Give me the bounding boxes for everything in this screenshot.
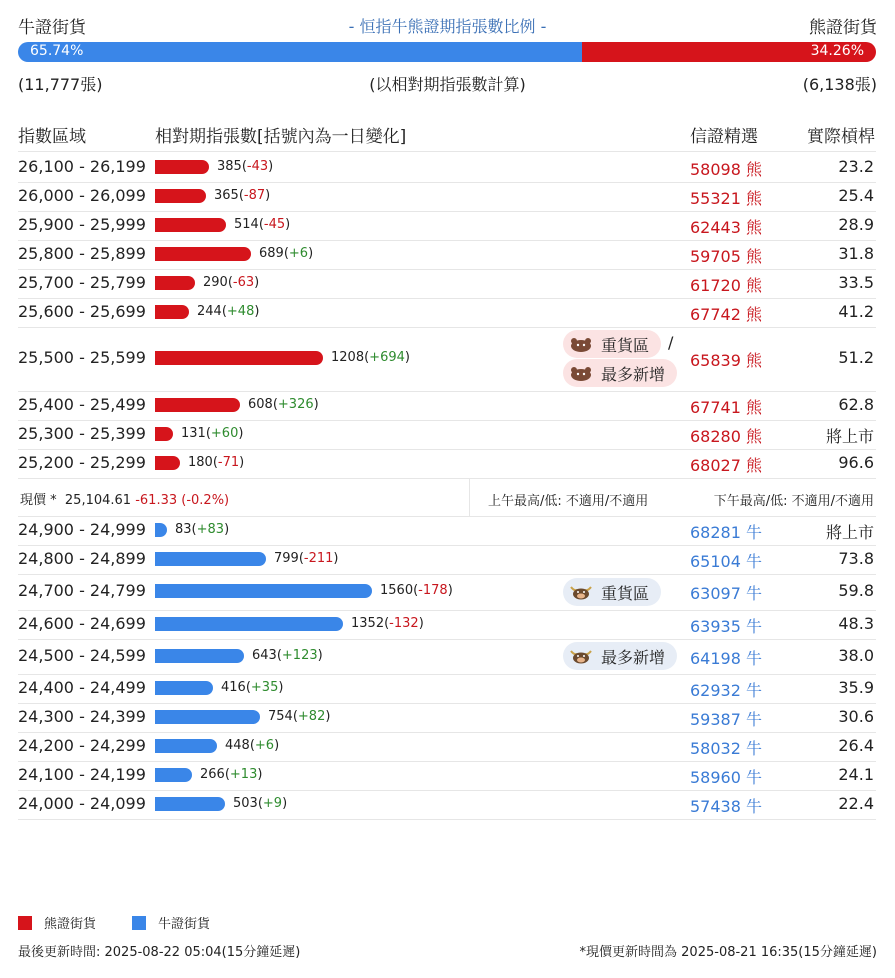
warrant-side: 牛 [746,739,763,758]
effective-leverage: 38.0 [838,646,874,665]
daily-change: -178 [418,583,448,598]
index-range: 24,800 - 24,899 [18,549,146,568]
effective-leverage: 48.3 [838,614,874,633]
bear-row [18,327,876,392]
warrant-pick-link[interactable] [690,453,762,476]
effective-leverage: 59.8 [838,581,874,600]
daily-change: +83 [196,522,225,537]
daily-change: +82 [297,709,326,724]
bear-icon [569,336,593,352]
warrant-side: 牛 [746,649,763,668]
warrant-pick-link[interactable] [690,186,762,209]
warrant-pick-link[interactable] [690,348,762,371]
warrant-code: 65839 [690,351,741,370]
contracts-count: 754 [268,709,293,724]
last-updated: 最後更新時間: 2025-08-22 05:04(15分鐘延遲) [18,945,301,960]
bear-contracts-bar [155,189,206,203]
bear-legend-swatch [18,916,32,930]
warrant-code: 55321 [690,189,741,208]
bull-contracts-bar [155,617,343,631]
bull-most-new-tag [563,642,677,670]
warrant-pick-link[interactable] [690,302,762,325]
daily-change: -43 [246,159,269,174]
bull-contracts-bar [155,649,244,663]
bear-row [18,420,876,450]
effective-leverage: 73.8 [838,549,874,568]
warrant-code: 63097 [690,584,741,603]
contracts-value: 514(-45) [234,217,291,232]
bear-outstanding-title: 熊證街貨 [809,18,877,38]
daily-change: -211 [303,551,334,566]
daily-change: +48 [226,304,255,319]
bear-row [18,298,876,328]
warrant-code: 67742 [690,305,741,324]
warrant-pick-link[interactable] [690,678,762,701]
contracts-count: 1208 [331,350,365,365]
effective-leverage: 將上市 [825,523,874,542]
ratio-title: - 恒指牛熊證期指張數比例 - [348,17,547,36]
bull-row [18,574,876,611]
effective-leverage: 31.8 [838,244,874,263]
contracts-value: 448(+6) [225,738,280,753]
warrant-side: 牛 [746,710,763,729]
warrant-code: 57438 [690,797,741,816]
bull-row [18,761,876,791]
warrant-code: 62443 [690,218,741,237]
warrant-pick-link[interactable] [690,395,762,418]
current-price-label: 現價 * [20,493,57,508]
bull-row [18,516,876,546]
contracts-value: 799(-211) [274,551,339,566]
bear-row [18,153,876,183]
warrant-pick-link[interactable] [690,736,762,759]
price-divider [469,479,470,516]
legend [18,913,210,932]
contracts-count: 503 [233,796,258,811]
bull-contracts-bar [155,739,217,753]
bear-contracts-bar [155,276,195,290]
daily-change: +326 [277,397,314,412]
warrant-side: 牛 [746,584,763,603]
warrant-side: 熊 [746,456,763,475]
warrant-code: 68027 [690,456,741,475]
contracts-value: 1352(-132) [351,616,424,631]
bull-contracts-bar [155,681,213,695]
effective-leverage: 將上市 [825,427,874,446]
contracts-count: 1560 [380,583,414,598]
warrant-code: 65104 [690,552,741,571]
bull-row [18,790,876,820]
bear-contracts-bar [155,427,173,441]
contracts-count: 385 [217,159,242,174]
bull-contracts-bar [155,584,372,598]
bull-contracts-bar [155,797,225,811]
contracts-value: 608(+326) [248,397,319,412]
bull-contracts-bar [155,768,192,782]
effective-leverage: 62.8 [838,395,874,414]
effective-leverage: 26.4 [838,736,874,755]
bull-heavy-tag [563,578,661,606]
warrant-code: 59705 [690,247,741,266]
index-range: 24,200 - 24,299 [18,736,146,755]
contracts-count: 689 [259,246,284,261]
bull-contracts-bar [155,552,266,566]
basis-note: (以相對期指張數計算) [369,75,526,94]
contracts-count: 514 [234,217,259,232]
bear-legend-label: 熊證街貨 [44,917,97,932]
warrant-pick-link[interactable] [690,157,762,180]
bull-contract-count: (11,777張) [18,75,103,94]
daily-change: +9 [262,796,283,811]
bear-most-new-tag-label: 最多新增 [601,364,666,384]
bull-row [18,610,876,640]
daily-change: -45 [263,217,286,232]
header-divider [18,151,876,152]
bear-contracts-bar [155,247,251,261]
warrant-pick-link[interactable] [690,765,762,788]
daily-change: +123 [281,648,318,663]
contracts-count: 290 [203,275,228,290]
bear-row [18,449,876,479]
warrant-side: 熊 [746,189,763,208]
bear-row [18,269,876,299]
index-range: 25,300 - 25,399 [18,424,146,443]
contracts-count: 266 [200,767,225,782]
index-range: 26,000 - 26,099 [18,186,146,205]
warrant-code: 62932 [690,681,741,700]
effective-leverage: 35.9 [838,678,874,697]
contracts-count: 365 [214,188,239,203]
bear-contracts-bar [155,218,226,232]
contracts-value: 266(+13) [200,767,263,782]
index-range: 25,600 - 25,699 [18,302,146,321]
index-range: 26,100 - 26,199 [18,157,146,176]
contracts-count: 83 [175,522,192,537]
index-range: 25,200 - 25,299 [18,453,146,472]
contracts-count: 244 [197,304,222,319]
contracts-value: 83(+83) [175,522,230,537]
warrant-side: 熊 [746,247,763,266]
effective-leverage: 96.6 [838,453,874,472]
index-range: 25,500 - 25,599 [18,348,146,367]
warrant-side: 牛 [746,797,763,816]
bull-row [18,732,876,762]
effective-leverage: 23.2 [838,157,874,176]
col-header-leverage: 實際槓桿 [807,127,875,147]
price-updated: *現價更新時間為 2025-08-21 16:35(15分鐘延遲) [579,945,877,960]
effective-leverage: 28.9 [838,215,874,234]
warrant-pick-link[interactable] [690,646,762,669]
warrant-code: 58960 [690,768,741,787]
warrant-pick-link[interactable] [690,424,762,447]
bear-heavy-tag [563,330,661,358]
index-range: 25,900 - 25,999 [18,215,146,234]
bear-row [18,211,876,241]
current-price-row [18,478,876,517]
warrant-side: 熊 [746,351,763,370]
contracts-count: 799 [274,551,299,566]
index-range: 24,700 - 24,799 [18,581,146,600]
daily-change: -87 [243,188,266,203]
warrant-side: 熊 [746,160,763,179]
index-range: 25,700 - 25,799 [18,273,146,292]
warrant-code: 59387 [690,710,741,729]
current-price [20,489,229,508]
warrant-code: 64198 [690,649,741,668]
contracts-value: 244(+48) [197,304,260,319]
bull-contracts-bar [155,710,260,724]
index-range: 24,100 - 24,199 [18,765,146,784]
bear-contracts-bar [155,456,180,470]
contracts-count: 416 [221,680,246,695]
daily-change: +694 [369,350,405,365]
bull-icon [569,584,593,600]
contracts-value: 365(-87) [214,188,271,203]
warrant-code: 68281 [690,523,741,542]
effective-leverage: 51.2 [838,348,874,367]
bear-heavy-tag-label: 重貨區 [601,335,650,355]
tag-separator: / [668,333,674,352]
contracts-value: 503(+9) [233,796,288,811]
contracts-count: 1352 [351,616,385,631]
warrant-code: 67741 [690,398,741,417]
contracts-count: 448 [225,738,250,753]
index-range: 24,900 - 24,999 [18,520,146,539]
bull-contracts-bar [155,523,167,537]
bull-legend-swatch [132,916,146,930]
bear-ratio-segment [582,42,876,62]
warrant-side: 牛 [746,768,763,787]
bull-legend-label: 牛證街貨 [158,917,211,932]
index-range: 24,500 - 24,599 [18,646,146,665]
bull-heavy-tag-label: 重貨區 [601,583,650,603]
index-range: 24,000 - 24,099 [18,794,146,813]
effective-leverage: 25.4 [838,186,874,205]
warrant-side: 熊 [746,305,763,324]
effective-leverage: 22.4 [838,794,874,813]
current-price-value: 25,104.61 [64,493,132,508]
col-header-pick: 信證精選 [690,127,758,147]
contracts-value: 1560(-178) [380,583,453,598]
daily-change: +35 [250,680,279,695]
col-header-contracts: 相對期指張數[括號內為一日變化] [155,127,407,147]
effective-leverage: 33.5 [838,273,874,292]
effective-leverage: 41.2 [838,302,874,321]
effective-leverage: 30.6 [838,707,874,726]
index-range: 24,400 - 24,499 [18,678,146,697]
contracts-value: 643(+123) [252,648,323,663]
contracts-count: 643 [252,648,277,663]
bear-row [18,240,876,270]
warrant-code: 58032 [690,739,741,758]
warrant-pick-link[interactable] [690,581,762,604]
daily-change: -63 [232,275,255,290]
daily-change: -71 [217,455,240,470]
contracts-value: 689(+6) [259,246,314,261]
afternoon-high-low: 下午最高/低: 不適用/不適用 [713,494,874,509]
bear-contracts-bar [155,160,209,174]
warrant-side: 熊 [746,427,763,446]
bear-contracts-bar [155,398,240,412]
contracts-value: 385(-43) [217,159,274,174]
warrant-code: 68280 [690,427,741,446]
index-range: 24,600 - 24,699 [18,614,146,633]
bear-contracts-bar [155,351,323,365]
contracts-value: 1208(+694) [331,350,410,365]
daily-change: -132 [389,616,419,631]
warrant-pick-link[interactable] [690,273,762,296]
bear-icon [569,365,593,381]
warrant-side: 熊 [746,218,763,237]
index-range: 25,800 - 25,899 [18,244,146,263]
warrant-code: 63935 [690,617,741,636]
bull-bear-ratio-bar [18,42,876,62]
bull-row [18,674,876,704]
warrant-side: 牛 [746,617,763,636]
bear-percent-label: 34.26% [810,43,864,59]
contracts-count: 608 [248,397,273,412]
bear-contracts-bar [155,305,189,319]
warrant-side: 牛 [746,523,763,542]
daily-change: +13 [229,767,258,782]
morning-high-low: 上午最高/低: 不適用/不適用 [488,494,649,509]
bear-contract-count: (6,138張) [802,75,877,94]
index-range: 24,300 - 24,399 [18,707,146,726]
contracts-value: 416(+35) [221,680,284,695]
contracts-value: 131(+60) [181,426,244,441]
warrant-pick-link[interactable] [690,244,762,267]
warrant-side: 熊 [746,398,763,417]
bull-icon [569,648,593,664]
bull-row [18,639,876,675]
warrant-side: 牛 [746,552,763,571]
warrant-pick-link[interactable] [690,707,762,730]
warrant-pick-link[interactable] [690,520,762,543]
warrant-pick-link[interactable] [690,215,762,238]
bear-row [18,391,876,421]
daily-change: +6 [254,738,275,753]
col-header-range: 指數區域 [18,127,86,147]
contracts-value: 754(+82) [268,709,331,724]
bull-ratio-segment [18,42,582,62]
warrant-pick-link[interactable] [690,794,762,817]
effective-leverage: 24.1 [838,765,874,784]
bull-percent-label: 65.74% [30,43,84,59]
daily-change: +60 [210,426,239,441]
contracts-count: 180 [188,455,213,470]
contracts-value: 290(-63) [203,275,260,290]
bear-row [18,182,876,212]
bull-row [18,703,876,733]
daily-change: +6 [288,246,309,261]
bear-most-new-tag [563,359,677,387]
current-price-change: -61.33 (-0.2%) [135,493,230,508]
warrant-pick-link[interactable] [690,614,762,637]
warrant-side: 牛 [746,681,763,700]
warrant-code: 58098 [690,160,741,179]
index-range: 25,400 - 25,499 [18,395,146,414]
bull-row [18,545,876,575]
contracts-count: 131 [181,426,206,441]
warrant-code: 61720 [690,276,741,295]
bull-outstanding-title: 牛證街貨 [18,18,86,38]
contracts-value: 180(-71) [188,455,245,470]
warrant-side: 熊 [746,276,763,295]
bull-most-new-tag-label: 最多新增 [601,647,666,667]
warrant-pick-link[interactable] [690,549,762,572]
